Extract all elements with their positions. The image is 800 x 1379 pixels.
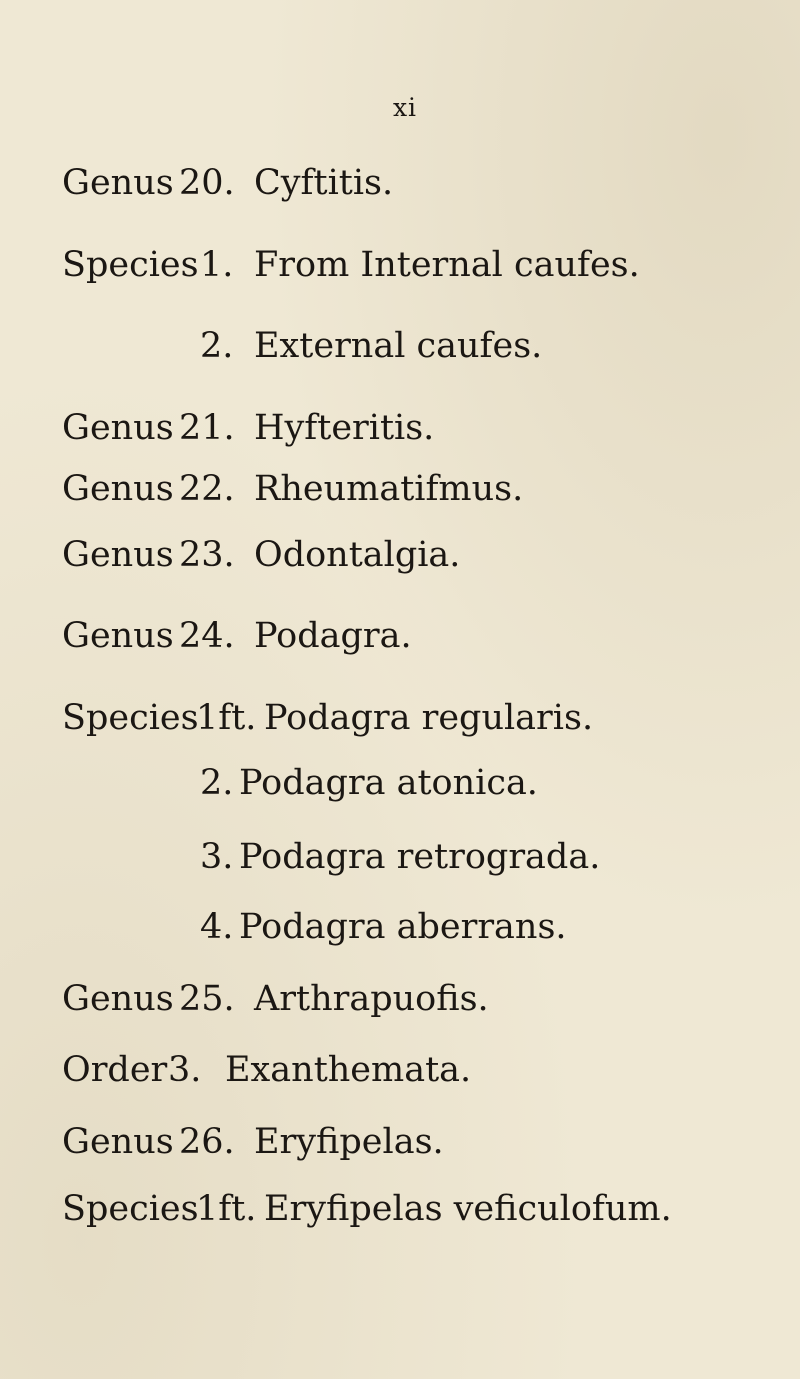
toc-entry [0,1117,800,1167]
toc-entry [0,403,800,453]
entry-label: Order [62,1050,168,1090]
entry-number: 1. [200,245,234,285]
entry-name: Hyfteritis. [254,408,435,448]
entry-name: Cyftitis. [254,163,394,203]
toc-entry [0,611,800,661]
entry-name: Rheumatifmus. [254,469,524,509]
entry-number: 2. [200,763,234,803]
toc-entry [0,464,800,514]
entry-label: Genus [62,535,174,575]
toc-entry [0,832,800,882]
entry-name: Exanthemata. [225,1050,472,1090]
entry-number: 23. [179,535,235,575]
entry-number: 26. [179,1122,235,1162]
toc-entry [0,1184,800,1234]
entry-number: 2. [200,326,234,366]
toc-entry [0,902,800,952]
entry-name: Arthrapuofis. [254,979,489,1019]
toc-entry [0,974,800,1024]
entry-name: External caufes. [254,326,543,366]
entry-label: Species [62,698,199,738]
toc-entry [0,158,800,208]
entry-name: Odontalgia. [254,535,461,575]
entry-name: From Internal caufes. [254,245,640,285]
page-number: xi [392,93,418,122]
entry-label: Genus [62,979,174,1019]
toc-entry [0,530,800,580]
entry-number: 4. [200,907,234,947]
entry-number: 24. [179,616,235,656]
entry-name: Podagra retrograda. [239,837,601,877]
toc-entry [0,1045,800,1095]
entry-number: 25. [179,979,235,1019]
toc-entry [0,240,800,290]
entry-number: 21. [179,408,235,448]
entry-name: Podagra atonica. [239,763,538,803]
entry-label: Genus [62,1122,174,1162]
entry-number: 1ft. [196,698,257,738]
entry-label: Genus [62,616,174,656]
entry-label: Genus [62,163,174,203]
entry-label: Species [62,1189,199,1229]
entry-number: 1ft. [196,1189,257,1229]
entry-label: Genus [62,408,174,448]
entry-label: Genus [62,469,174,509]
entry-number: 3. [168,1050,202,1090]
entry-label: Species [62,245,199,285]
entry-name: Eryfipelas. [254,1122,444,1162]
entry-number: 20. [179,163,235,203]
toc-entry [0,758,800,808]
toc-entry [0,321,800,371]
entry-name: Podagra regularis. [264,698,594,738]
toc-entry [0,693,800,743]
entry-number: 3. [200,837,234,877]
entry-name: Podagra aberrans. [239,907,567,947]
entry-name: Eryfipelas veficulofum. [264,1189,672,1229]
entry-number: 22. [179,469,235,509]
entry-name: Podagra. [254,616,412,656]
